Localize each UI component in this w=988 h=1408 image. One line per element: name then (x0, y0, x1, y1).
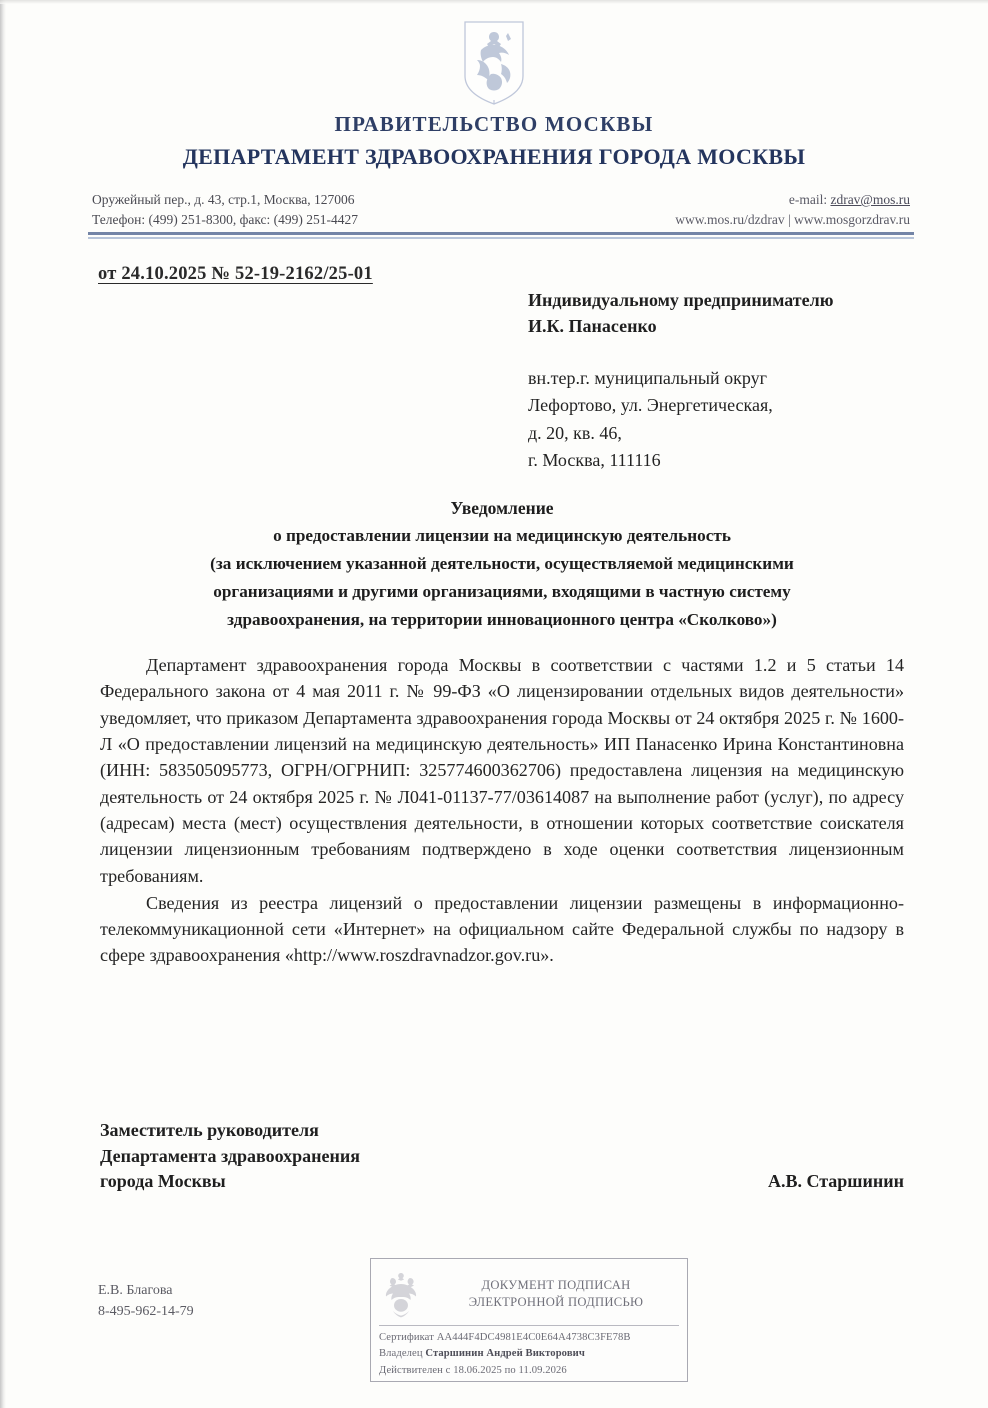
moscow-coat-of-arms-icon (461, 20, 527, 106)
esign-title (433, 1277, 679, 1312)
office-address: Оружейный пер., д. 43, стр.1, Москва, 127006 (92, 192, 355, 207)
esign-title-line-2: ЭЛЕКТРОННОЙ ПОДПИСЬЮ (468, 1295, 644, 1309)
esign-validity: Действителен с 18.06.2025 по 11.09.2026 (379, 1364, 567, 1376)
title-line-5: здравоохранения, на территории инновационного центра «Сколково») (227, 609, 777, 629)
divider-thin (88, 237, 914, 239)
electronic-signature-stamp (370, 1258, 688, 1382)
contacts-block (92, 190, 910, 229)
email-label: e-mail: (788, 192, 831, 207)
title-line-3: (за исключением указанной деятельности, осуществляемой медицинскими (210, 554, 794, 574)
addressee-role: Индивидуальному предпринимателю (528, 290, 834, 310)
scan-edge-top (0, 0, 988, 4)
title-line-2: о предоставлении лицензии на медицинскую деятельность (273, 526, 731, 546)
contacts-left (92, 190, 358, 229)
body-paragraph-2: Сведения из реестра лицензий о предоставлении лицензии размещены в информационно-телекоммуникационной сети «Интернет» на официальном сайте Федеральной службы по надзору в сфере здравоохранения «http://www.roszdravnadzor.gov.ru». (100, 892, 904, 966)
department-title: ДЕПАРТАМЕНТ ЗДРАВООХРАНЕНИЯ ГОРОДА МОСКВЫ (182, 144, 806, 169)
esign-header (379, 1265, 679, 1323)
addressee-address-line-3: д. 20, кв. 46, (528, 422, 622, 443)
esign-divider (379, 1325, 679, 1326)
esign-certificate-value: AA444F4DC4981E4C0E64A4738C3FE78B (436, 1332, 631, 1343)
body-paragraph-1: Департамент здравоохранения города Москвы в соответствии с частями 1.2 и 5 статьи 14 Федерального закона от 4 мая 2011 г. № 99-ФЗ «О лицензировании отдельных видов деятельности» уведомляет, что приказом Департамента здравоохранения города Москвы от 24 октября 2025 г. № 1600-Л «О предоставлении лицензий на медицинскую деятельность» ИП Панасенко Ирина Константиновна (ИНН: 583505095773, ОГРН/ОГРНИП: 325774600362706) предоставлена лицензия на медицинскую деятельность от 24 октября 2025 г. № Л041-01137-77/03614087 на выполнение работ (услуг), по адресу (адресам) места (мест) осуществления деятельности, в отношении которых соответствие соискателя лицензии лицензионным требованиям подтверждено в ходе оценки соответствия лицензионным требованиям. (100, 655, 904, 886)
email-link[interactable]: zdrav@mos.ru (830, 192, 910, 207)
document-body (100, 652, 904, 969)
signature-block (100, 1118, 904, 1195)
document-reference-line: от 24.10.2025 № 52-19-2162/25-01 (98, 264, 373, 284)
notification-title (108, 494, 896, 634)
government-title: ПРАВИТЕЛЬСТВО МОСКВЫ (334, 112, 654, 136)
emblem-container (0, 20, 988, 106)
esign-certificate (379, 1330, 679, 1346)
office-phone: Телефон: (499) 251-8300, факс: (499) 251-4427 (92, 211, 359, 227)
title-line-4: организациями и другими организациями, входящими в частную систему (213, 582, 791, 602)
contacts-right (675, 190, 910, 229)
esign-owner (379, 1346, 679, 1362)
addressee-address-line-1: вн.тер.г. муниципальный округ (528, 368, 767, 389)
signatory-position-line-3: города Москвы (100, 1171, 226, 1192)
addressee-name: И.К. Панасенко (528, 315, 657, 336)
esign-owner-label: Владелец (379, 1348, 426, 1360)
divider-thick (88, 232, 914, 235)
signatory-position (100, 1118, 360, 1195)
addressee-address (528, 365, 948, 474)
title-line-1: Уведомление (450, 498, 554, 518)
esign-details (379, 1330, 679, 1379)
executor-name: Е.В. Благова (98, 1283, 173, 1298)
website-line[interactable]: www.mos.ru/dzdrav | www.mosgorzdrav.ru (675, 211, 910, 227)
header-divider (88, 232, 914, 239)
executor-block (98, 1280, 194, 1322)
esign-title-line-1: ДОКУМЕНТ ПОДПИСАН (481, 1277, 631, 1292)
esign-owner-value: Старшинин Андрей Викторович (425, 1348, 585, 1360)
signatory-position-line-1: Заместитель руководителя (100, 1120, 319, 1140)
executor-phone: 8-495-962-14-79 (98, 1304, 194, 1319)
signatory-position-line-2: Департамента здравоохранения (100, 1145, 361, 1166)
addressee-address-line-2: Лефортово, ул. Энергетическая, (528, 395, 773, 416)
addressee-address-line-4: г. Москва, 111116 (528, 450, 661, 471)
addressee-block (528, 288, 948, 475)
email-line (675, 190, 910, 210)
esign-certificate-label: Сертификат (379, 1332, 437, 1343)
signatory-name: А.В. Старшинин (767, 1171, 904, 1192)
double-headed-eagle-icon (379, 1269, 423, 1319)
scan-edge-left (0, 0, 6, 1408)
